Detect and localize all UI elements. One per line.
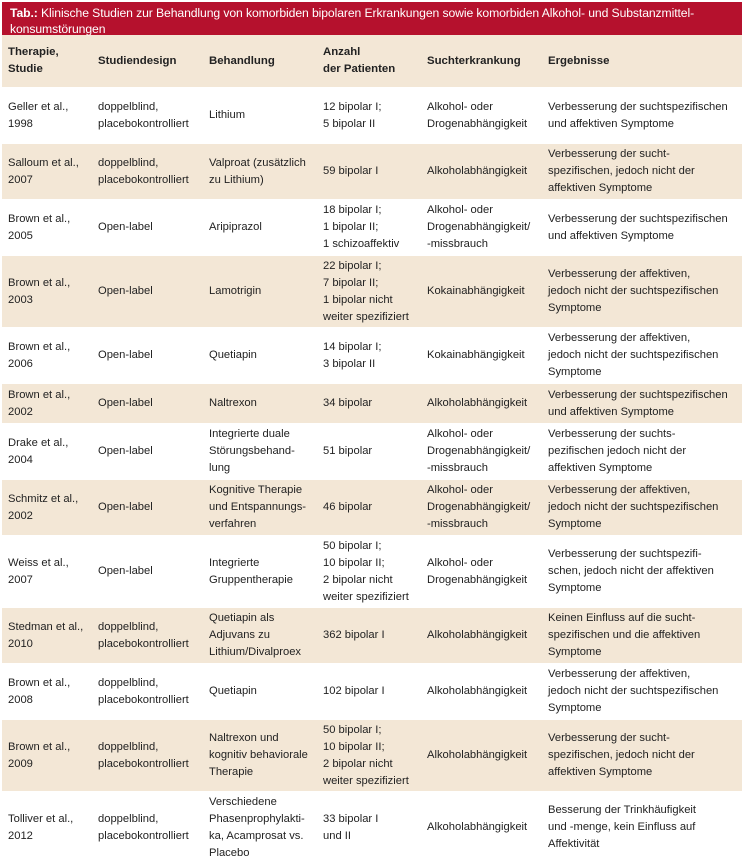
cell-results: Verbesserung der affektiven, jedoch nicht der suchtspezifischen Symptome <box>542 480 742 536</box>
cell-treatment: Lithium <box>203 88 317 144</box>
table-row <box>2 88 742 144</box>
cell-treatment: Quetiapin als Adjuvans zu Lithium/Divalproex <box>203 608 317 664</box>
cell-results: Verbesserung der affektiven, jedoch nicht der suchtspezifischen Symptome <box>542 256 742 328</box>
cell-results: Verbesserung der affektiven, jedoch nicht der suchtspezifischen Symptome <box>542 328 742 384</box>
header-study: Therapie, Studie <box>2 35 92 88</box>
cell-design: doppelblind, placebokontrolliert <box>92 144 203 200</box>
cell-results: Verbesserung der suchtspezifi- schen, jedoch nicht der affektiven Symptome <box>542 536 742 608</box>
table-row <box>2 200 742 256</box>
cell-patients: 50 bipolar I; 10 bipolar II; 2 bipolar nicht weiter spezifiziert <box>317 720 421 792</box>
cell-study: Salloum et al., 2007 <box>2 144 92 200</box>
cell-study: Stedman et al., 2010 <box>2 608 92 664</box>
table-row <box>2 256 742 328</box>
table-figure <box>2 2 742 864</box>
table-row <box>2 792 742 864</box>
cell-addiction: Alkoholabhängigkeit <box>421 720 542 792</box>
cell-design: Open-label <box>92 480 203 536</box>
cell-study: Brown et al., 2003 <box>2 256 92 328</box>
header-design: Studiendesign <box>92 35 203 88</box>
table-row <box>2 424 742 480</box>
cell-patients: 33 bipolar I und II <box>317 792 421 864</box>
cell-patients: 14 bipolar I; 3 bipolar II <box>317 328 421 384</box>
cell-patients: 51 bipolar <box>317 424 421 480</box>
cell-design: doppelblind, placebokontrolliert <box>92 720 203 792</box>
cell-addiction: Alkoholabhängigkeit <box>421 792 542 864</box>
cell-patients: 102 bipolar I <box>317 664 421 720</box>
cell-treatment: Lamotrigin <box>203 256 317 328</box>
cell-results: Verbesserung der suchtspezifischen und affektiven Symptome <box>542 200 742 256</box>
cell-results: Verbesserung der sucht- spezifischen, jedoch nicht der affektiven Symptome <box>542 144 742 200</box>
cell-results: Keinen Einfluss auf die sucht- spezifischen und die affektiven Symptome <box>542 608 742 664</box>
table-row <box>2 384 742 424</box>
cell-treatment: Naltrexon und kognitiv behaviorale Therapie <box>203 720 317 792</box>
cell-design: doppelblind, placebokontrolliert <box>92 664 203 720</box>
cell-design: Open-label <box>92 536 203 608</box>
cell-patients: 34 bipolar <box>317 384 421 424</box>
cell-patients: 59 bipolar I <box>317 144 421 200</box>
cell-study: Brown et al., 2002 <box>2 384 92 424</box>
cell-treatment: Naltrexon <box>203 384 317 424</box>
table-row <box>2 536 742 608</box>
cell-treatment: Aripiprazol <box>203 200 317 256</box>
cell-treatment: Valproat (zusätzlich zu Lithium) <box>203 144 317 200</box>
table-row <box>2 720 742 792</box>
table-row <box>2 328 742 384</box>
caption-label: Tab.: <box>10 6 38 20</box>
cell-results: Verbesserung der sucht- spezifischen, jedoch nicht der affektiven Symptome <box>542 720 742 792</box>
table-row <box>2 664 742 720</box>
cell-design: Open-label <box>92 384 203 424</box>
cell-study: Brown et al., 2005 <box>2 200 92 256</box>
header-addiction: Suchterkrankung <box>421 35 542 88</box>
cell-treatment: Verschiedene Phasenprophylakti- ka, Acamprosat vs. Placebo <box>203 792 317 864</box>
cell-treatment: Kognitive Therapie und Entspannungs- verfahren <box>203 480 317 536</box>
header-treatment: Behandlung <box>203 35 317 88</box>
cell-study: Weiss et al., 2007 <box>2 536 92 608</box>
cell-addiction: Alkohol- oder Drogenabhängigkeit <box>421 88 542 144</box>
cell-addiction: Alkohol- oder Drogenabhängigkeit/ -missbrauch <box>421 480 542 536</box>
cell-addiction: Alkoholabhängigkeit <box>421 144 542 200</box>
caption-text: Klinische Studien zur Behandlung von komorbiden bipolaren Erkrankungen sowie komorbiden Alkohol- und Substanzmittel- konsumstörungen <box>10 6 695 36</box>
cell-design: Open-label <box>92 328 203 384</box>
cell-results: Verbesserung der suchtspezifischen und affektiven Symptome <box>542 88 742 144</box>
cell-study: Brown et al., 2006 <box>2 328 92 384</box>
cell-treatment: Quetiapin <box>203 328 317 384</box>
cell-results: Besserung der Trinkhäufigkeit und -menge, kein Einfluss auf Affektivität <box>542 792 742 864</box>
cell-addiction: Alkohol- oder Drogenabhängigkeit <box>421 536 542 608</box>
cell-study: Tolliver et al., 2012 <box>2 792 92 864</box>
cell-patients: 46 bipolar <box>317 480 421 536</box>
cell-study: Brown et al., 2009 <box>2 720 92 792</box>
cell-results: Verbesserung der affektiven, jedoch nicht der suchtspezifischen Symptome <box>542 664 742 720</box>
header-row <box>2 35 742 88</box>
cell-patients: 18 bipolar I; 1 bipolar II; 1 schizoaffektiv <box>317 200 421 256</box>
cell-addiction: Alkoholabhängigkeit <box>421 384 542 424</box>
cell-design: doppelblind, placebokontrolliert <box>92 608 203 664</box>
cell-treatment: Integrierte Gruppentherapie <box>203 536 317 608</box>
cell-design: Open-label <box>92 424 203 480</box>
cell-treatment: Quetiapin <box>203 664 317 720</box>
cell-addiction: Alkoholabhängigkeit <box>421 608 542 664</box>
cell-results: Verbesserung der suchtspezifischen und affektiven Symptome <box>542 384 742 424</box>
cell-addiction: Alkohol- oder Drogenabhängigkeit/ -missbrauch <box>421 200 542 256</box>
table-caption <box>2 2 742 35</box>
cell-study: Brown et al., 2008 <box>2 664 92 720</box>
header-patients: Anzahl der Patienten <box>317 35 421 88</box>
cell-addiction: Kokainabhängigkeit <box>421 256 542 328</box>
cell-addiction: Kokainabhängigkeit <box>421 328 542 384</box>
cell-addiction: Alkohol- oder Drogenabhängigkeit/ -missbrauch <box>421 424 542 480</box>
cell-study: Geller et al., 1998 <box>2 88 92 144</box>
cell-patients: 362 bipolar I <box>317 608 421 664</box>
cell-patients: 50 bipolar I; 10 bipolar II; 2 bipolar nicht weiter spezifiziert <box>317 536 421 608</box>
cell-patients: 22 bipolar I; 7 bipolar II; 1 bipolar nicht weiter spezifiziert <box>317 256 421 328</box>
cell-design: doppelblind, placebokontrolliert <box>92 792 203 864</box>
cell-patients: 12 bipolar I; 5 bipolar II <box>317 88 421 144</box>
table-row <box>2 608 742 664</box>
cell-study: Drake et al., 2004 <box>2 424 92 480</box>
cell-design: doppelblind, placebokontrolliert <box>92 88 203 144</box>
cell-study: Schmitz et al., 2002 <box>2 480 92 536</box>
table-row <box>2 480 742 536</box>
table-row <box>2 144 742 200</box>
header-results: Ergebnisse <box>542 35 742 88</box>
cell-results: Verbesserung der suchts- pezifischen jedoch nicht der affektiven Symptome <box>542 424 742 480</box>
studies-table <box>2 35 742 864</box>
cell-treatment: Integrierte duale Störungsbehand- lung <box>203 424 317 480</box>
cell-design: Open-label <box>92 256 203 328</box>
cell-design: Open-label <box>92 200 203 256</box>
cell-addiction: Alkoholabhängigkeit <box>421 664 542 720</box>
